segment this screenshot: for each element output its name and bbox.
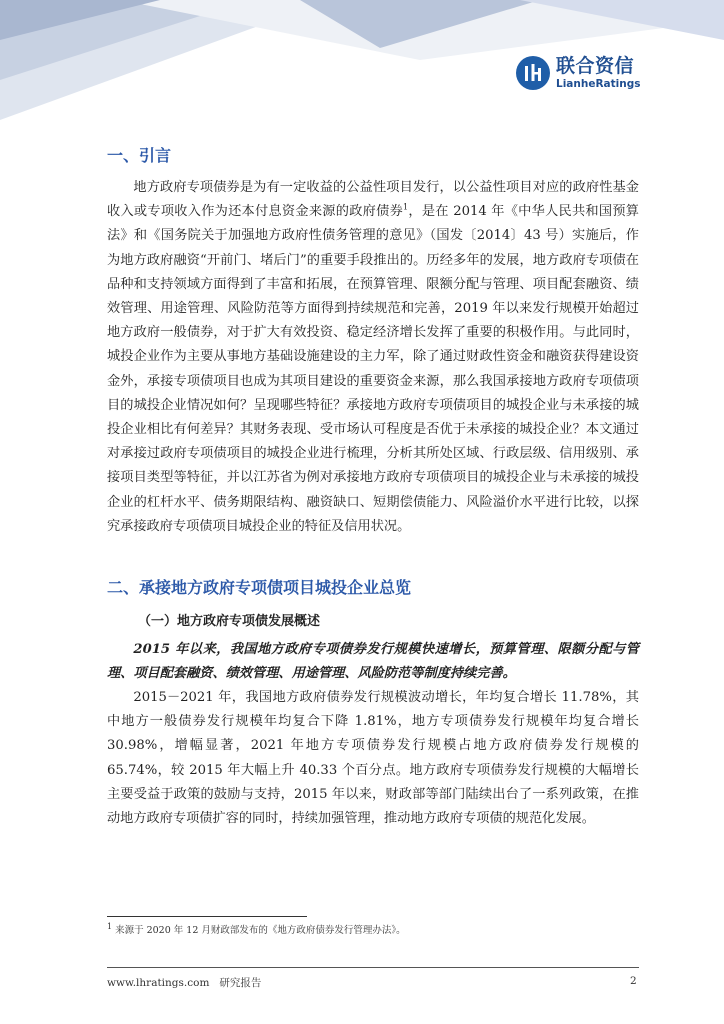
footer-label: 研究报告: [219, 977, 262, 989]
subsection-1-title: （一）地方政府专项债发展概述: [138, 614, 321, 629]
footnote-mark: 1: [107, 922, 113, 931]
footer-site-link[interactable]: www.lhratings.com: [107, 977, 210, 989]
footnote-divider: [107, 916, 307, 917]
summary-paragraph: 2015 年以来，我国地方政府专项债券发行规模快速增长，预算管理、限额分配与管理、项目配套融资、绩效管理、用途管理、风险防范等制度持续完善。: [107, 642, 639, 682]
intro-text-b: ，是在 2014 年《中华人民共和国预算法》和《国务院关于加强地方政府性债务管理的意见》（国发〔2014〕43 号）实施后，作为地方政府融资“开前门、堵后门”的重要手段推出的。历经多年的发展，地方政府专项债在品种和支持领域方面得到了丰富和拓展，在预算管理、限额分配与管理、项目配套融资、绩效管理、用途管理、风险防范等方面得到持续规范和完善，2019 年以来发行规模开始超过地方政府一般债券，对于扩大有效投资、稳定经济增长发挥了重要的积极作用。与此同时，城投企业作为主要从事地方基础设施建设的主力军，除了通过财政性资金和融资获得建设资金外，承接专项债项目也成为其项目建设的重要资金来源，那么我国承接地方政府专项债项目的城投企业情况如何？呈现哪些特征？承接地方政府专项债项目的城投企业与未承接的城投企业相比有何差异？其财务表现、受市场认可程度是否优于未承接的城投企业？本文通过对承接过政府专项债项目的城投企业进行梳理，分析其所处区域、行政层级、信用级别、承接项目类型等特征，并以江苏省为例对承接地方政府专项债项目的城投企业与未承接的城投企业的杠杆水平、债务期限结构、融资缺口、短期偿债能力、风险溢价水平进行比较，以探究承接政府专项债项目城投企业的特征及信用状况。: [107, 204, 639, 534]
logo-name-cn: 联合资信: [556, 54, 635, 77]
section-2-title: 二、承接地方政府专项债项目城投企业总览: [107, 578, 412, 597]
company-logo: [516, 56, 640, 90]
intro-paragraph: [107, 176, 639, 539]
intro-text-a: 地方政府专项债券是为有一定收益的公益性项目发行，以公益性项目对应的政府性基金收入或专项收入作为还本付息资金来源的政府债券: [107, 180, 639, 220]
logo-name-en: LianheRatings: [556, 77, 641, 90]
footnote: [107, 922, 406, 936]
section-1-title: 一、引言: [107, 146, 172, 165]
body-paragraph: 2015－2021 年，我国地方政府债券发行规模波动增长，年均复合增长 11.78%，其中地方一般债券发行规模年均复合下降 1.81%，地方专项债券发行规模年均复合增长 30.98%，增幅显著，2021 年地方专项债券发行规模占地方政府债券发行规模的 65.74%，较 2015 年大幅上升 40.33 个百分点。地方政府专项债券发行规模的大幅增长主要受益于政策的鼓励与支持，2015 年以来，财政部等部门陆续出台了一系列政策，在推动地方政府专项债扩容的同时，持续加强管理，推动地方政府专项债的规范化发展。: [107, 690, 639, 827]
logo-mark-icon: [516, 56, 550, 90]
footnote-ref: 1: [403, 202, 409, 212]
page-number: 2: [630, 975, 637, 987]
footer-divider: [107, 967, 639, 968]
footnote-text: 来源于 2020 年 12 月财政部发布的《地方政府债券发行管理办法》。: [115, 925, 406, 937]
footer-left: [107, 975, 261, 990]
